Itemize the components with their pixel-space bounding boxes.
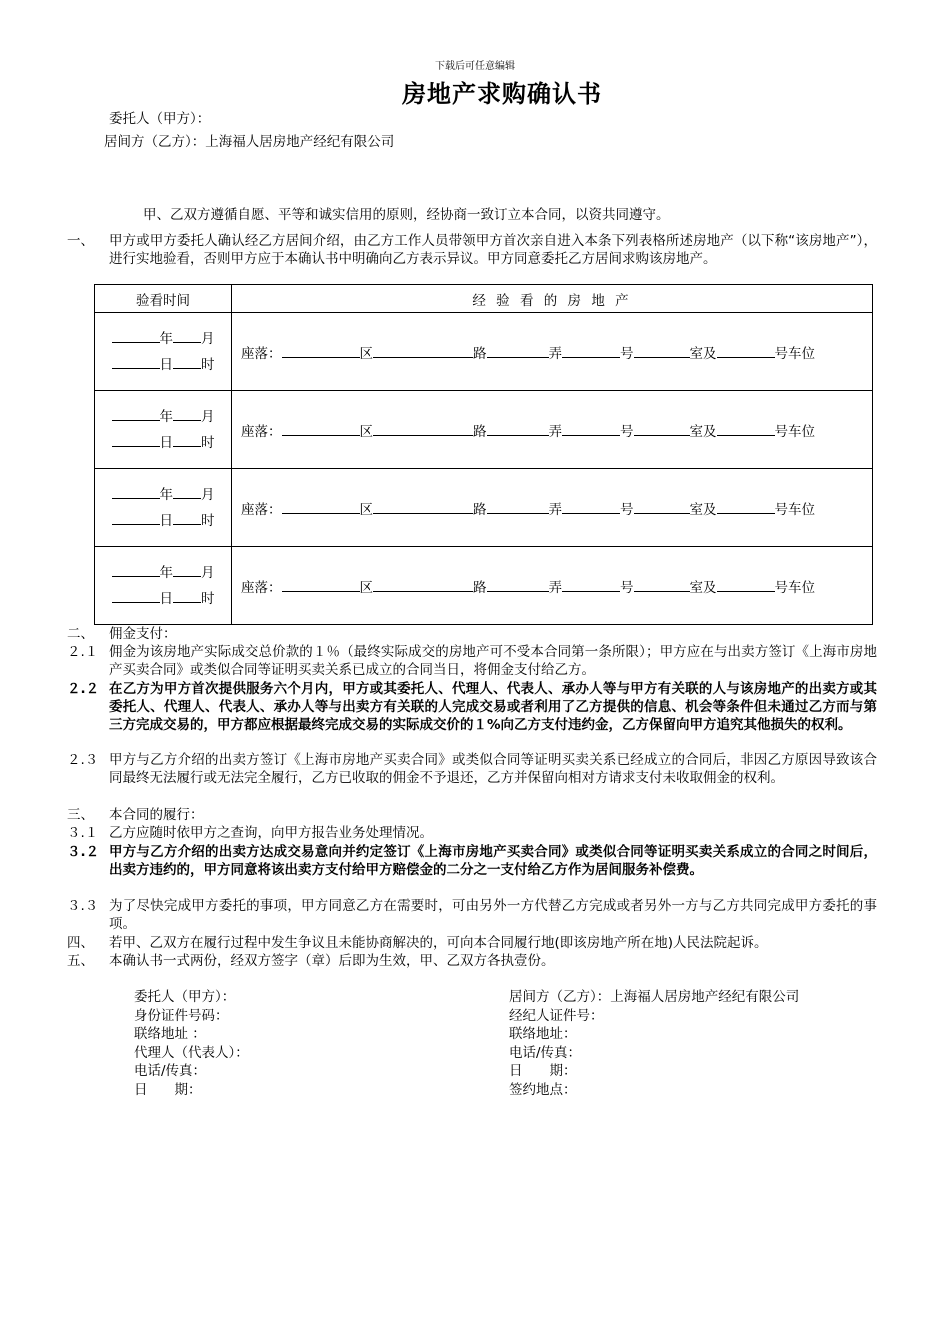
signature-block-agent: [509, 988, 799, 1100]
viewing-time-cell: [95, 313, 232, 391]
table-row: [95, 391, 873, 469]
month-label: 月: [201, 486, 215, 503]
client-address-line: 联络地址 ：: [134, 1026, 206, 1043]
road-label: 路: [473, 579, 487, 596]
district-label: 区: [359, 501, 373, 518]
clause-3-3-text: 为了尽快完成甲方委托的事项，甲方同意乙方在需要时，可由另外一方代替乙方完成或者另外一方与乙方共同完成甲方委托的事项。: [109, 898, 877, 932]
number-blank[interactable]: [562, 500, 620, 514]
section3-title: 本合同的履行：: [109, 807, 204, 823]
parking-blank[interactable]: [717, 578, 775, 592]
client-representative-line: 代理人（代表人）：: [134, 1044, 249, 1061]
hour-label: 时: [201, 590, 215, 607]
section5-text: 本确认书一式两份，经双方签字（章）后即为生效，甲、乙双方各执壹份。: [109, 953, 555, 969]
col-header-time: 验看时间: [95, 285, 232, 313]
month-label: 月: [201, 330, 215, 347]
agent-phone-fax-line: 电话/传真：: [509, 1044, 582, 1061]
year-label: 年: [159, 330, 173, 347]
clause-2-3-number: ２.３: [67, 752, 99, 768]
lane-blank[interactable]: [487, 500, 549, 514]
room-label: 室及: [689, 345, 717, 362]
property-location-cell: [232, 547, 873, 625]
month-label: 月: [201, 408, 215, 425]
district-blank[interactable]: [282, 578, 360, 592]
road-blank[interactable]: [373, 500, 473, 514]
road-label: 路: [473, 501, 487, 518]
location-label: 座落：: [241, 423, 282, 440]
room-label: 室及: [689, 501, 717, 518]
clause-3-3-number: ３.３: [67, 898, 99, 914]
document-title: 房地产求购确认书: [402, 80, 602, 108]
table-header-row: [95, 285, 873, 313]
road-blank[interactable]: [373, 422, 473, 436]
lane-label: 弄: [548, 579, 562, 596]
day-label: 日: [159, 590, 173, 607]
agent-label: 居间方（乙方）：上海福人居房地产经纪有限公司: [104, 134, 395, 150]
hour-blank[interactable]: [173, 589, 201, 603]
day-blank[interactable]: [112, 511, 160, 525]
parking-label: 号车位: [774, 423, 815, 440]
section1-text: 甲方或甲方委托人确认经乙方居间介绍，由乙方工作人员带领甲方首次亲自进入本条下列表格所述房地产（以下称“该房地产”），进行实地验看，否则甲方应于本确认书中明确向乙方表示异议。甲方同意委托乙方居间求购该房地产。: [109, 233, 877, 267]
lane-label: 弄: [548, 423, 562, 440]
location-label: 座落：: [241, 579, 282, 596]
parking-blank[interactable]: [717, 500, 775, 514]
room-blank[interactable]: [634, 344, 690, 358]
year-blank[interactable]: [112, 485, 160, 499]
section2-number: 二、: [67, 626, 94, 642]
day-blank[interactable]: [112, 589, 160, 603]
client-phone-fax-line: 电话/传真：: [134, 1063, 207, 1080]
district-label: 区: [359, 423, 373, 440]
room-label: 室及: [689, 423, 717, 440]
year-label: 年: [159, 408, 173, 425]
clause-3-2-text: 甲方与乙方介绍的出卖方达成交易意向并约定签订《上海市房地产买卖合同》或类似合同等证明买卖关系成立的合同之时间后，出卖方违约的，甲方同意将该出卖方支付给甲方赔偿金的二分之一支付给乙方作为居间服务补偿费。: [109, 844, 877, 878]
client-id-number-line: 身份证件号码：: [134, 1007, 229, 1024]
number-label: 号: [620, 579, 634, 596]
road-blank[interactable]: [373, 578, 473, 592]
year-label: 年: [159, 486, 173, 503]
section5-number: 五、: [67, 953, 94, 969]
clause-2-1-number: ２.１: [67, 644, 99, 660]
month-blank[interactable]: [173, 563, 201, 577]
parking-blank[interactable]: [717, 422, 775, 436]
watermark-text: 下载后可任意编辑: [435, 61, 515, 72]
number-blank[interactable]: [562, 344, 620, 358]
location-label: 座落：: [241, 501, 282, 518]
district-blank[interactable]: [282, 422, 360, 436]
month-blank[interactable]: [173, 485, 201, 499]
month-blank[interactable]: [173, 329, 201, 343]
agent-signature-line: 居间方（乙方）：上海福人居房地产经纪有限公司: [509, 989, 800, 1005]
viewing-time-cell: [95, 469, 232, 547]
year-blank[interactable]: [112, 407, 160, 421]
clause-2-2-number: ２.２: [67, 681, 100, 697]
location-label: 座落：: [241, 345, 282, 362]
intro-text: 甲、乙双方遵循自愿、平等和诚实信用的原则，经协商一致订立本合同，以资共同遵守。: [143, 207, 670, 223]
client-label: 委托人（甲方）：: [109, 111, 211, 127]
clause-2-2-text: 在乙方为甲方首次提供服务六个月内，甲方或其委托人、代理人、代表人、承办人等与甲方有关联的人与该房地产的出卖方或其委托人、代理人、代表人、承办人等与出卖方有关联的人完成交易或者利用了乙方提供的信息、机会等条件但未通过乙方而与第三方完成交易的，甲方都应根据最终完成交易的实际成交价的１%向乙方支付违约金，乙方保留向甲方追究其他损失的权利。: [109, 681, 877, 733]
road-label: 路: [473, 345, 487, 362]
day-blank[interactable]: [112, 433, 160, 447]
year-label: 年: [159, 564, 173, 581]
clause-3-1-number: ３.１: [67, 825, 99, 841]
section3-number: 三、: [67, 807, 94, 823]
room-label: 室及: [689, 579, 717, 596]
hour-label: 时: [201, 434, 215, 451]
number-label: 号: [620, 501, 634, 518]
property-location-cell: [232, 469, 873, 547]
number-blank[interactable]: [562, 578, 620, 592]
signature-block-client: [134, 988, 249, 1100]
section4-text: 若甲、乙双方在履行过程中发生争议且未能协商解决的，可向本合同履行地(即该房地产所在地)人民法院起诉。: [109, 935, 768, 951]
district-label: 区: [359, 345, 373, 362]
month-blank[interactable]: [173, 407, 201, 421]
agent-license-line: 经纪人证件号：: [509, 1007, 604, 1024]
lane-blank[interactable]: [487, 422, 549, 436]
hour-blank[interactable]: [173, 355, 201, 369]
clause-2-1-text: 佣金为该房地产实际成交总价款的１％（最终实际成交的房地产可不受本合同第一条所限）；甲方应在与出卖方签订《上海市房地产买卖合同》或类似合同等证明买卖关系已成立的合同当日，将佣金支付给乙方。: [109, 644, 877, 678]
day-label: 日: [159, 434, 173, 451]
table-row: [95, 313, 873, 391]
hour-blank[interactable]: [173, 433, 201, 447]
road-label: 路: [473, 423, 487, 440]
clause-3-1-text: 乙方应随时依甲方之查询，向甲方报告业务处理情况。: [109, 825, 433, 841]
room-blank[interactable]: [634, 500, 690, 514]
table-row: [95, 469, 873, 547]
client-date-line: 日 期：: [134, 1081, 202, 1098]
parking-label: 号车位: [774, 579, 815, 596]
col-header-property: 经 验 看 的 房 地 产: [232, 285, 873, 313]
property-location-cell: [232, 313, 873, 391]
hour-blank[interactable]: [173, 511, 201, 525]
district-label: 区: [359, 579, 373, 596]
lane-label: 弄: [548, 501, 562, 518]
lane-blank[interactable]: [487, 344, 549, 358]
clause-2-3-text: 甲方与乙方介绍的出卖方签订《上海市房地产买卖合同》或类似合同等证明买卖关系已经成立的合同后，非因乙方原因导致该合同最终无法履行或无法完全履行，乙方已收取的佣金不予退还，乙方并保留向相对方请求支付未收取佣金的权利。: [109, 752, 877, 786]
section1-number: 一、: [67, 233, 94, 249]
district-blank[interactable]: [282, 500, 360, 514]
day-label: 日: [159, 512, 173, 529]
year-blank[interactable]: [112, 329, 160, 343]
hour-label: 时: [201, 356, 215, 373]
client-signature-line: 委托人（甲方）：: [134, 989, 236, 1005]
lane-label: 弄: [548, 345, 562, 362]
agent-address-line: 联络地址：: [509, 1026, 577, 1043]
parking-label: 号车位: [774, 345, 815, 362]
room-blank[interactable]: [634, 422, 690, 436]
road-blank[interactable]: [373, 344, 473, 358]
table-row: [95, 547, 873, 625]
year-blank[interactable]: [112, 563, 160, 577]
section4-number: 四、: [67, 935, 94, 951]
viewing-time-cell: [95, 547, 232, 625]
property-location-cell: [232, 391, 873, 469]
number-label: 号: [620, 423, 634, 440]
month-label: 月: [201, 564, 215, 581]
lane-blank[interactable]: [487, 578, 549, 592]
parking-blank[interactable]: [717, 344, 775, 358]
day-label: 日: [159, 356, 173, 373]
number-blank[interactable]: [562, 422, 620, 436]
number-label: 号: [620, 345, 634, 362]
day-blank[interactable]: [112, 355, 160, 369]
section2-title: 佣金支付：: [109, 626, 177, 642]
agent-date-line: 日 期：: [509, 1063, 577, 1080]
viewing-table: [94, 284, 873, 625]
hour-label: 时: [201, 512, 215, 529]
clause-3-2-number: ３.２: [67, 844, 100, 860]
viewing-time-cell: [95, 391, 232, 469]
parking-label: 号车位: [774, 501, 815, 518]
district-blank[interactable]: [282, 344, 360, 358]
agent-signing-place-line: 签约地点：: [509, 1081, 577, 1098]
room-blank[interactable]: [634, 578, 690, 592]
